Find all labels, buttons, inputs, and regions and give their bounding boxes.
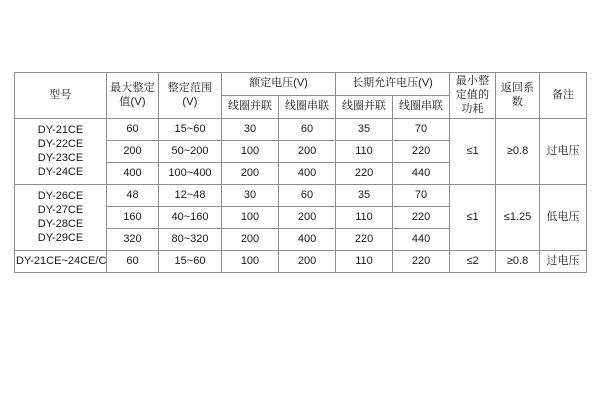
cell-remark: 过电压 [540,119,587,185]
model-name: DY-22CE [37,138,84,150]
model-name: DY-23CE [37,151,84,164]
header-long-term-allowed: 长期允许电压(V) [336,73,450,96]
cell-return-coefficient: ≤1.25 [496,185,540,251]
cell-rated-parallel: 200 [222,163,279,185]
cell-return-coefficient: ≥0.8 [496,119,540,185]
model-name: DY-29CE [37,231,84,244]
cell-setting-range: 12~48 [159,185,222,207]
cell-max-setting: 320 [107,229,159,251]
cell-setting-range: 40~160 [159,207,222,229]
model-name: DY-24CE [37,165,84,178]
cell-max-setting: 48 [107,185,159,207]
cell-allow-series: 70 [393,185,450,207]
header-remark: 备注 [540,73,587,119]
table-row [15,119,587,141]
cell-allow-parallel: 35 [336,185,393,207]
header-setting-range: 整定范围(V) [159,73,222,119]
model-name: DY-28CE [37,217,84,230]
cell-max-setting: 400 [107,163,159,185]
cell-allow-series: 220 [393,207,450,229]
cell-allow-parallel: 110 [336,141,393,163]
header-rated-parallel: 线圈并联 [222,96,279,119]
cell-setting-range: 15~60 [159,251,222,273]
header-return-coefficient: 返回系数 [496,73,540,119]
cell-rated-parallel: 100 [222,141,279,163]
cell-max-setting: 160 [107,207,159,229]
cell-rated-parallel: 100 [222,207,279,229]
cell-setting-range: 50~200 [159,141,222,163]
cell-remark: 低电压 [540,185,587,251]
table-row [15,185,587,207]
cell-rated-parallel: 200 [222,229,279,251]
cell-rated-series: 400 [279,163,336,185]
model-name: DY-26CE [37,190,84,203]
model-single: DY-21CE~24CE/C [15,251,107,273]
cell-setting-range: 80~320 [159,229,222,251]
cell-rated-parallel: 30 [222,119,279,141]
model-name: DY-21CE [37,124,84,137]
cell-setting-range: 15~60 [159,119,222,141]
header-allow-parallel: 线圈并联 [336,96,393,119]
cell-rated-series: 60 [279,119,336,141]
cell-allow-series: 220 [393,141,450,163]
cell-rated-parallel: 30 [222,185,279,207]
cell-max-setting: 60 [107,119,159,141]
cell-rated-series: 200 [279,207,336,229]
cell-max-setting: 200 [107,141,159,163]
header-rated-series: 线圈串联 [279,96,336,119]
cell-min-setting-power: ≤2 [450,251,496,273]
cell-allow-series: 440 [393,163,450,185]
cell-allow-parallel: 220 [336,229,393,251]
cell-allow-parallel: 110 [336,251,393,273]
cell-allow-series: 440 [393,229,450,251]
cell-allow-series: 220 [393,251,450,273]
header-rated-voltage: 额定电压(V) [222,73,336,96]
header-model: 型号 [15,73,107,119]
model-group-2 [15,185,107,251]
specification-table [14,72,587,273]
cell-rated-series: 400 [279,229,336,251]
header-min-setting-power: 最小整定值的功耗 [450,73,496,119]
cell-setting-range: 100~400 [159,163,222,185]
cell-max-setting: 60 [107,251,159,273]
cell-rated-series: 200 [279,141,336,163]
cell-rated-series: 200 [279,251,336,273]
table-body [15,119,587,273]
cell-allow-parallel: 110 [336,207,393,229]
table-header [15,73,587,119]
cell-rated-series: 60 [279,185,336,207]
cell-allow-parallel: 35 [336,119,393,141]
header-allow-series: 线圈串联 [393,96,450,119]
cell-allow-series: 70 [393,119,450,141]
cell-min-setting-power: ≤1 [450,185,496,251]
cell-rated-parallel: 100 [222,251,279,273]
cell-allow-parallel: 220 [336,163,393,185]
cell-min-setting-power: ≤1 [450,119,496,185]
table-header-row-1 [15,73,587,96]
model-group-1 [15,119,107,185]
cell-remark: 过电压 [540,251,587,273]
table-row [15,251,587,273]
header-max-setting: 最大整定值(V) [107,73,159,119]
model-name: DY-27CE [37,204,84,216]
cell-return-coefficient: ≥0.8 [496,251,540,273]
